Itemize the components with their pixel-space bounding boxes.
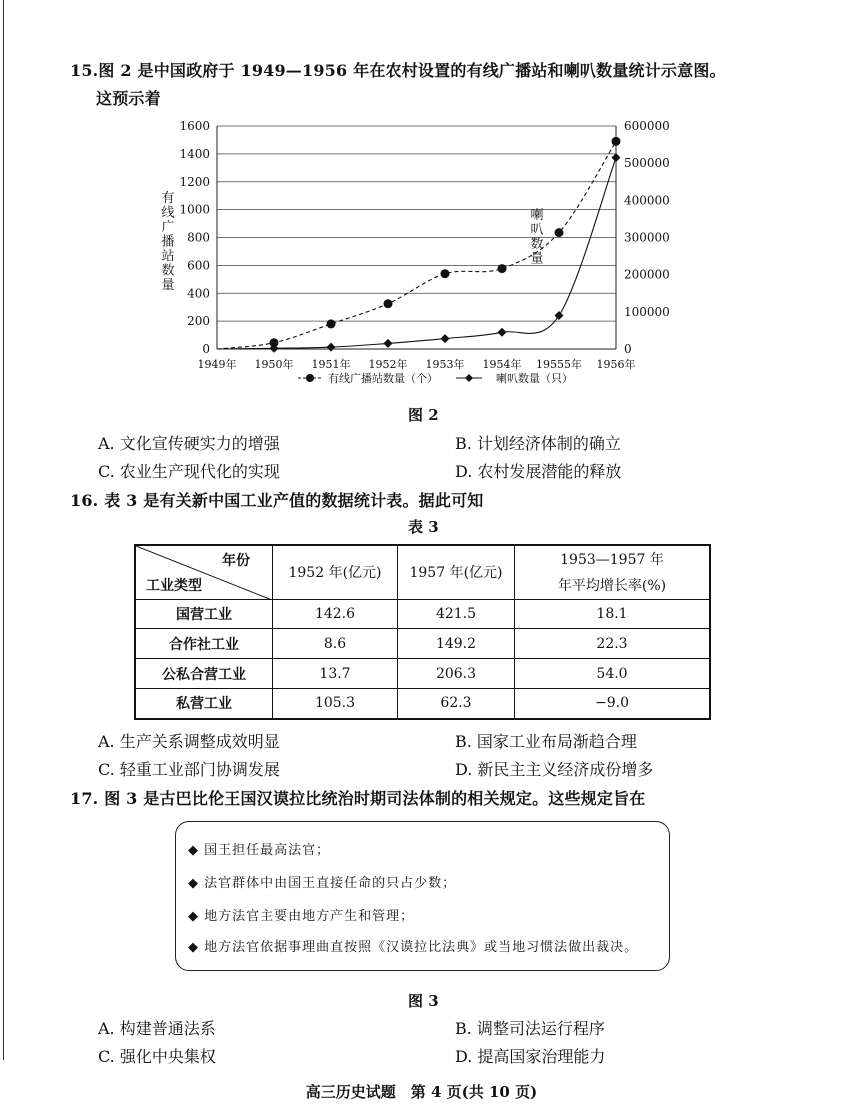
right-tick-label: 500000 (624, 156, 670, 171)
left-tick-label: 400 (187, 286, 210, 301)
q17-option-b[interactable]: B. 调整司法运行程序 (455, 1019, 605, 1038)
q17-option-d[interactable]: D. 提高国家治理能力 (455, 1047, 606, 1066)
q17-stem: 17. 图 3 是古巴比伦王国汉谟拉比统治时期司法体制的相关规定。这些规定旨在 (70, 789, 646, 808)
row-rate: 18.1 (515, 599, 711, 629)
row-1957: 421.5 (398, 599, 515, 629)
data-point (498, 328, 507, 337)
q15-stem-line2: 这预示着 (96, 89, 161, 108)
legend-label-speakers: 喇叭数量（只） (496, 372, 573, 385)
figure-3-box (175, 821, 670, 971)
x-tick-label: 19555年 (536, 358, 582, 371)
left-tick-label: 200 (187, 314, 210, 329)
header-growth-rate (515, 545, 711, 599)
q15-stem-line1: 15.图 2 是中国政府于 1949—1956 年在农村设置的有线广播站和喇叭数量统计示意图。 (70, 61, 726, 80)
data-point (327, 343, 336, 352)
left-axis-label: 有线广播站数量 (161, 191, 175, 293)
data-point (384, 339, 393, 348)
table-header-row (135, 545, 710, 599)
row-1952: 105.3 (273, 688, 398, 719)
header-growth-line2: 年平均增长率(%) (557, 578, 667, 595)
data-point (441, 334, 450, 343)
series-line (217, 158, 616, 349)
data-point (441, 269, 450, 278)
table-row (135, 599, 710, 629)
row-type: 公私合营工业 (135, 659, 273, 689)
row-rate: 22.3 (515, 629, 711, 659)
q15-option-b[interactable]: B. 计划经济体制的确立 (455, 434, 621, 453)
page-footer: 高三历史试题 第 4 页(共 10 页) (305, 1083, 538, 1101)
left-tick-label: 800 (187, 230, 210, 245)
right-tick-label: 600000 (624, 119, 670, 133)
x-tick-label: 1956年 (596, 358, 636, 371)
margin-line (3, 0, 4, 1060)
row-1952: 142.6 (273, 599, 398, 629)
figure-2-caption: 图 2 (408, 406, 439, 424)
table-3-caption: 表 3 (408, 518, 439, 536)
right-tick-label: 300000 (624, 230, 670, 245)
chart-series (217, 137, 621, 353)
right-tick-labels (624, 119, 670, 356)
table-3 (134, 544, 711, 720)
left-tick-labels (179, 119, 210, 356)
legend-marker-circle (306, 374, 314, 382)
q15-option-d[interactable]: D. 农村发展潜能的释放 (455, 462, 622, 481)
row-1957: 206.3 (398, 659, 515, 689)
data-point (327, 319, 336, 328)
x-tick-label: 1952年 (368, 358, 408, 371)
row-rate: −9.0 (515, 688, 711, 719)
table-row (135, 688, 710, 719)
header-1957: 1957 年(亿元) (398, 545, 515, 599)
header-year: 年份 (222, 553, 250, 569)
table-corner-cell (135, 545, 273, 599)
q16-option-d[interactable]: D. 新民主主义经济成份增多 (455, 760, 654, 779)
header-industry-type: 工业类型 (146, 577, 202, 594)
data-point (384, 299, 393, 308)
left-tick-label: 1000 (179, 202, 210, 217)
q16-option-a[interactable]: A. 生产关系调整成效明显 (98, 732, 280, 751)
right-tick-label: 0 (624, 342, 632, 356)
q16-option-b[interactable]: B. 国家工业布局渐趋合理 (455, 732, 637, 751)
rule-item: ◆ 地方法官依据事理曲直按照《汉谟拉比法典》或当地习惯法做出裁决。 (188, 940, 639, 955)
right-tick-label: 400000 (624, 193, 670, 208)
row-1957: 149.2 (398, 629, 515, 659)
data-point (612, 137, 621, 146)
table-row (135, 629, 710, 659)
q16-option-c[interactable]: C. 轻重工业部门协调发展 (98, 760, 280, 779)
data-point (612, 153, 621, 162)
header-growth-line1: 1953—1957 年 (560, 552, 664, 569)
data-point (555, 228, 564, 237)
x-tick-labels (198, 357, 636, 371)
series-line (217, 141, 616, 349)
row-type: 私营工业 (135, 688, 273, 719)
legend-label-stations: 有线广播站数量（个） (328, 372, 438, 385)
row-type: 国营工业 (135, 599, 273, 629)
figure-2-chart (150, 112, 670, 397)
data-point (498, 264, 507, 273)
right-tick-label: 200000 (624, 267, 670, 282)
figure-3-caption: 图 3 (408, 992, 439, 1010)
right-tick-label: 100000 (624, 304, 670, 319)
axis-labels (161, 191, 543, 293)
right-axis-label: 喇叭数量 (530, 208, 544, 267)
q17-option-c[interactable]: C. 强化中央集权 (98, 1047, 216, 1066)
chart-legend (298, 371, 573, 385)
x-tick-label: 1951年 (311, 358, 351, 371)
q17-option-a[interactable]: A. 构建普通法系 (98, 1019, 216, 1038)
legend-marker-diamond (465, 374, 473, 382)
data-point (555, 311, 564, 320)
left-tick-label: 1400 (179, 146, 210, 161)
q15-option-c[interactable]: C. 农业生产现代化的实现 (98, 462, 280, 481)
header-1952: 1952 年(亿元) (273, 545, 398, 599)
row-rate: 54.0 (515, 659, 711, 689)
rule-item: ◆ 法官群体中由国王直接任命的只占少数； (188, 876, 457, 891)
left-tick-label: 600 (187, 258, 210, 273)
q16-stem: 16. 表 3 是有关新中国工业产值的数据统计表。据此可知 (70, 491, 484, 510)
row-type: 合作社工业 (135, 629, 273, 659)
x-tick-label: 1949年 (197, 358, 237, 371)
row-1952: 13.7 (273, 659, 398, 689)
row-1952: 8.6 (273, 629, 398, 659)
q15-option-a[interactable]: A. 文化宣传硬实力的增强 (98, 434, 280, 453)
left-tick-label: 1600 (179, 119, 210, 133)
x-tick-label: 1954年 (482, 358, 522, 371)
x-tick-label: 1950年 (254, 358, 294, 371)
table-row (135, 659, 710, 689)
rule-item: ◆ 国王担任最高法官； (188, 843, 331, 858)
row-1957: 62.3 (398, 688, 515, 719)
left-tick-label: 1200 (179, 174, 210, 189)
left-tick-label: 0 (202, 342, 210, 356)
x-tick-label: 1953年 (425, 358, 465, 371)
rule-item: ◆ 地方法官主要由地方产生和管理； (188, 909, 415, 924)
